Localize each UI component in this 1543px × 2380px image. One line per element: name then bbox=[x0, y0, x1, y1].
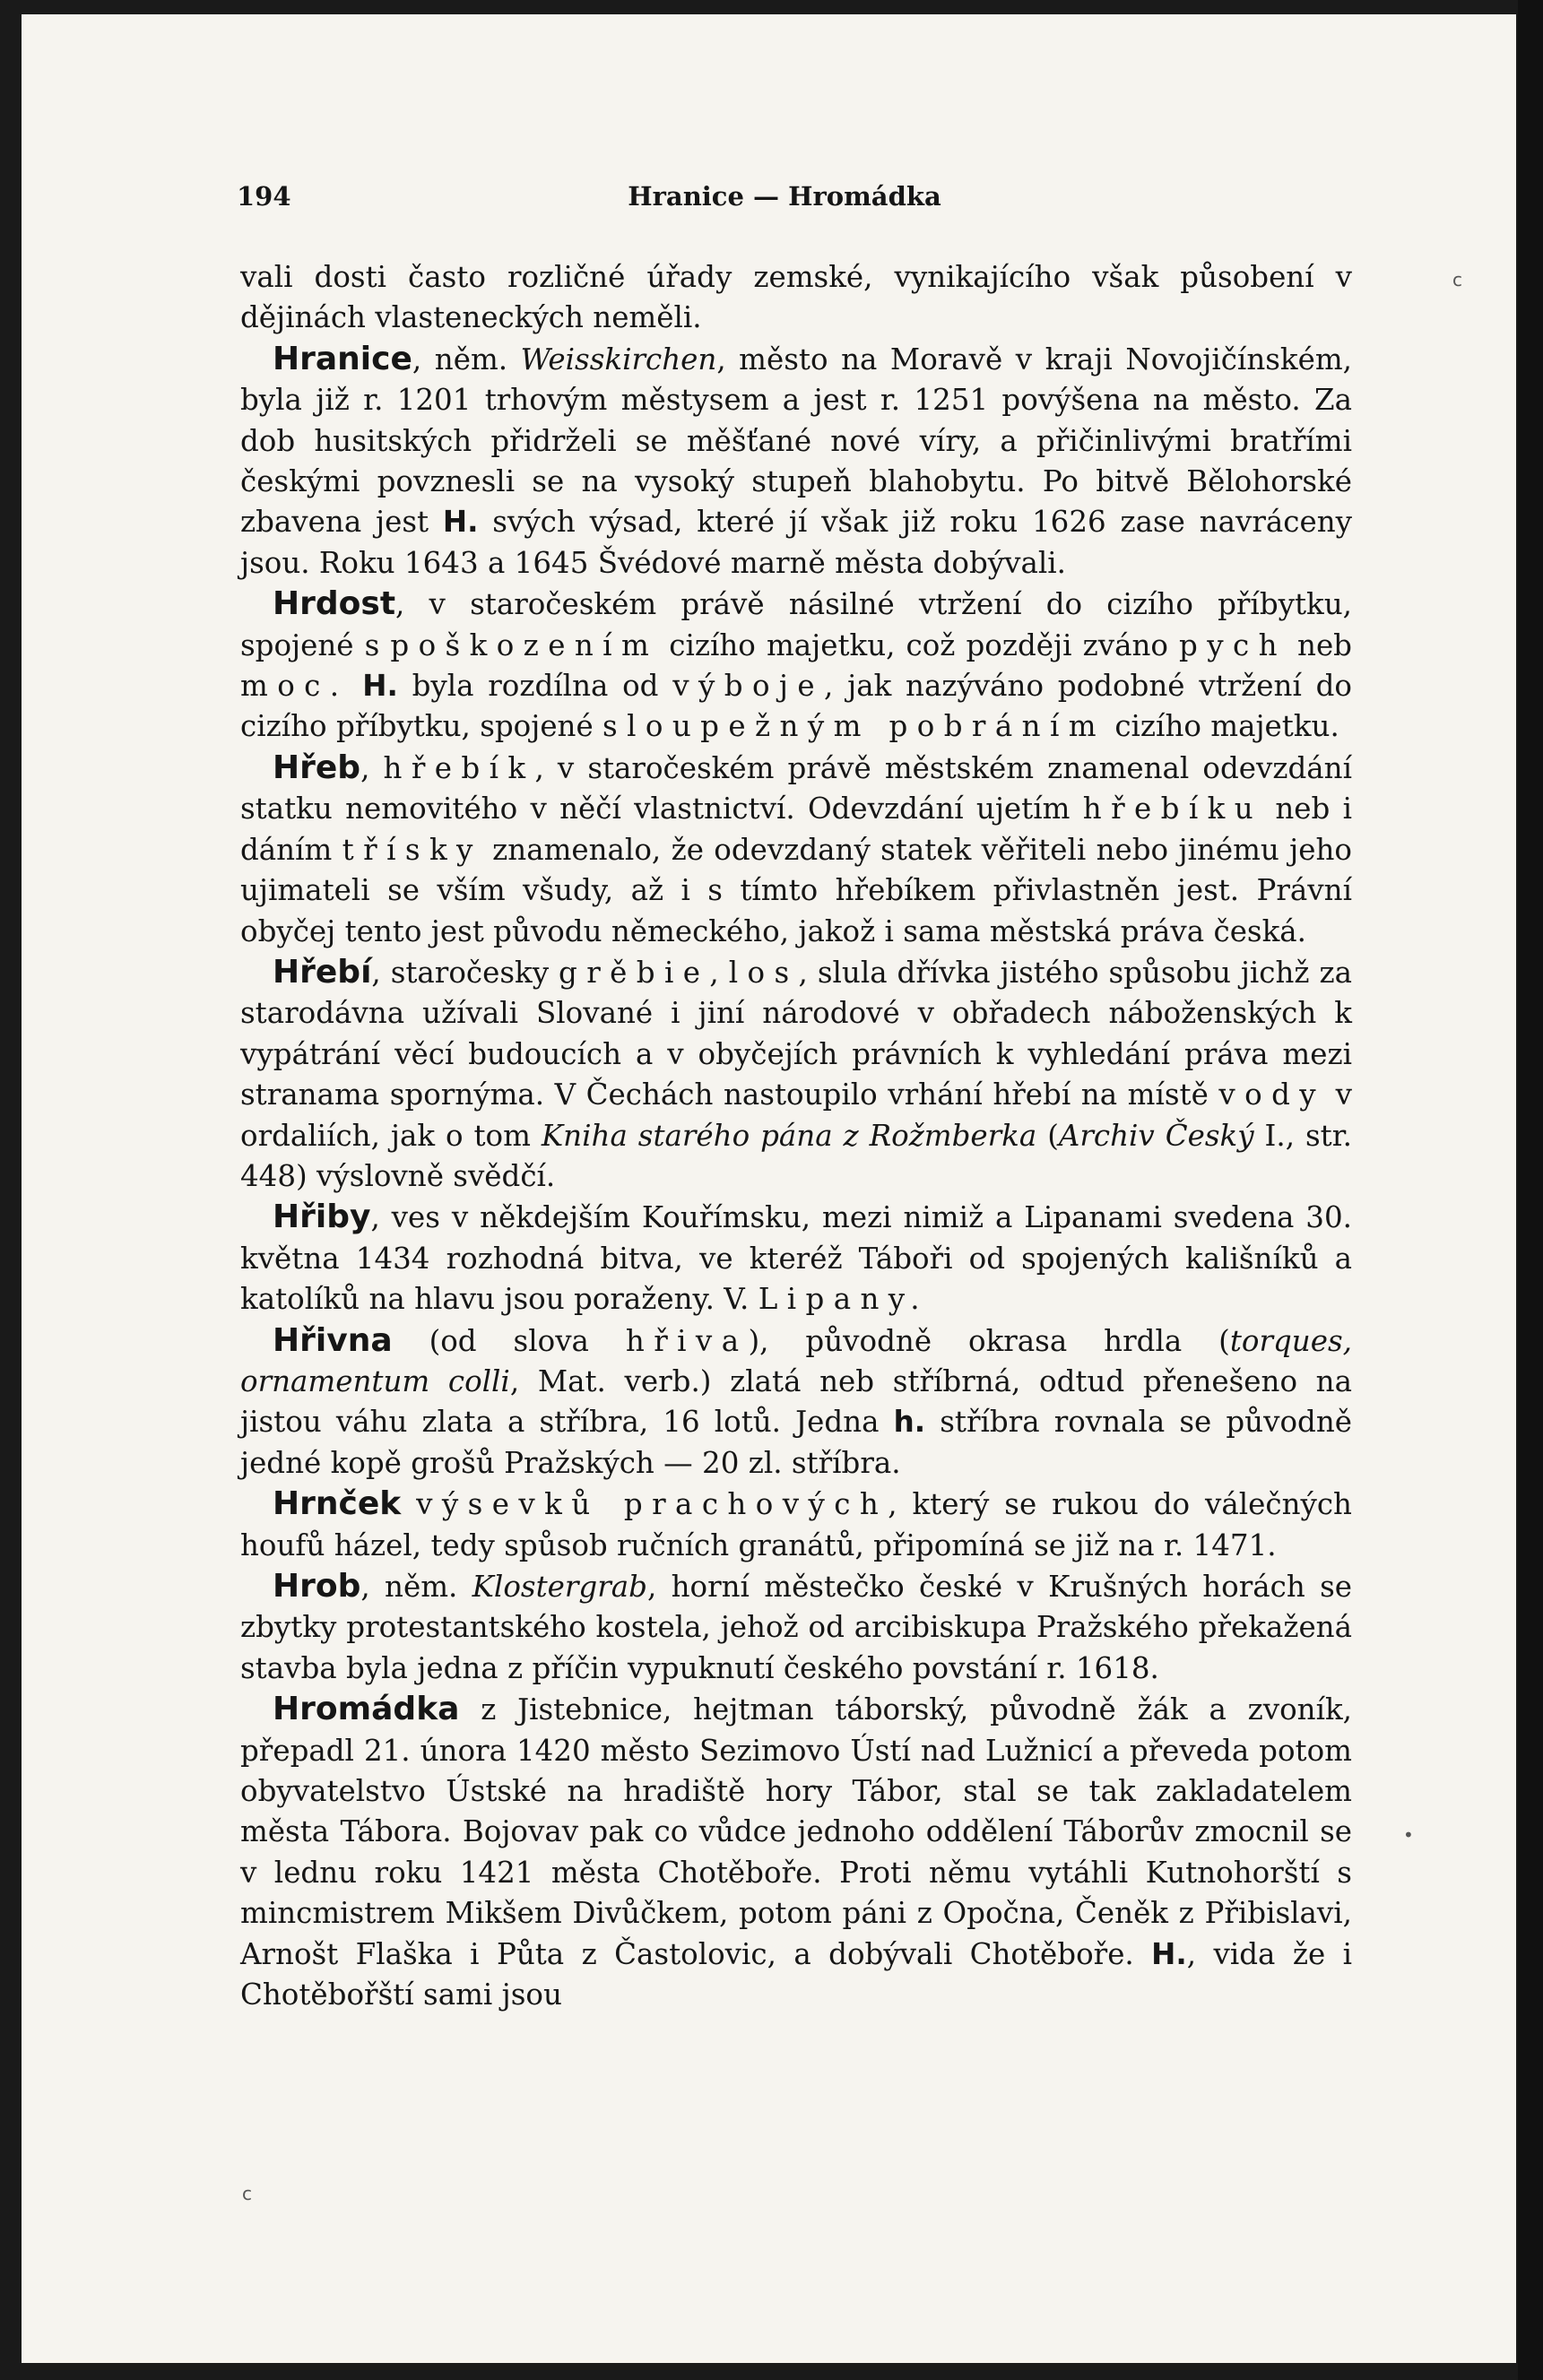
entry-text: , něm. bbox=[412, 342, 521, 376]
headword: Hrnček bbox=[273, 1485, 402, 1523]
entry-text: ( bbox=[1036, 1118, 1059, 1153]
entry-text: , bbox=[360, 750, 384, 785]
entry-text: , Mat. verb.) zlatá neb stříbrná, odtud přenešeno na jistou váhu zlata a stříbra, 16 lotů. Jedna bbox=[240, 1363, 1352, 1440]
entry-text: , město na Moravě v kraji Novojičínském, byla již r. 1201 trhovým městysem a jest r. 1251 povýšena na město. Za dob husitských přidrželi se měšťané nové víry, a přičinlivými bratřími českými povznesli se na vysoký stupeň blahobytu. Po bitvě Bělohorské zbavena jest bbox=[240, 342, 1353, 540]
scan-speck: • bbox=[1403, 1824, 1414, 1846]
headword: Hřebí bbox=[273, 953, 372, 991]
abbreviation: h. bbox=[893, 1405, 926, 1440]
spaced-term: hřebíku bbox=[1082, 792, 1263, 827]
entry-text bbox=[349, 669, 363, 703]
spaced-term: grěbie bbox=[559, 955, 710, 990]
entry-hrivna bbox=[240, 1320, 1352, 1484]
entry-text: v ordaliích, jak o tom bbox=[240, 1077, 1352, 1153]
entry-text: znamenalo, že odevzdaný statek věřiteli nebo jinému jeho ujimateli se vším všudy, až i s tímto hřebíkem přivlastněn jest. Právní obyčej tento jest původu německého, jakož i sama městská práva česká. bbox=[240, 832, 1352, 948]
entry-hreb bbox=[240, 748, 1352, 952]
spaced-term: loupežným pobráním bbox=[627, 709, 1105, 744]
italic-term: Weisskirchen bbox=[520, 342, 717, 376]
spaced-term: třísky bbox=[342, 832, 482, 867]
entry-text: svých výsad, které jí však již roku 1626 zase navráceny jsou. Roku 1643 a 1645 Švédové marně města dobývali. bbox=[240, 505, 1353, 580]
entry-text: I., str. 448) výslovně svědčí. bbox=[240, 1118, 1353, 1193]
italic-title: Archiv Český bbox=[1058, 1118, 1254, 1153]
headword: Hromádka bbox=[273, 1691, 460, 1728]
entry-hrebi bbox=[240, 952, 1352, 1197]
entry-text: , vida že i Chotěbořští sami jsou bbox=[240, 1936, 1352, 2012]
entry-text: , jak nazýváno podobné vtržení do cizího příbytku, spojené s bbox=[240, 669, 1352, 744]
entry-text: neb i dáním bbox=[240, 792, 1352, 867]
headword: Hřivna bbox=[273, 1321, 393, 1359]
italic-title: Kniha starého pána z Rožmberka bbox=[541, 1118, 1037, 1153]
intro-paragraph: vali dosti často rozličné úřady zemské, vynikajícího však působení v dějinách vlasteneckých neměli. bbox=[240, 260, 1352, 335]
spaced-term: výsevků prachových bbox=[416, 1487, 889, 1522]
entry-text: ), původně okrasa hrdla ( bbox=[748, 1323, 1230, 1358]
abbreviation: H. bbox=[442, 505, 479, 540]
entry-text: , který se rukou do válečných houfů házel, tedy spůsob ručních granátů, připomíná se již na r. 1471. bbox=[240, 1487, 1352, 1562]
entry-text: , něm. bbox=[360, 1570, 472, 1604]
abbreviation: H. bbox=[362, 669, 398, 704]
spaced-term: hřebík bbox=[383, 750, 535, 785]
spaced-term: vody bbox=[1218, 1077, 1326, 1112]
abbreviation: H. bbox=[1151, 1936, 1187, 1971]
spaced-term: hřiva bbox=[625, 1323, 749, 1358]
text-block bbox=[240, 257, 1352, 2015]
entry-hrncek bbox=[240, 1484, 1352, 1566]
entry-text: cizího majetku, což později zváno bbox=[658, 627, 1180, 662]
entry-text: , bbox=[709, 955, 729, 990]
scan-speck: c bbox=[1452, 269, 1462, 290]
entry-hrdost bbox=[240, 584, 1352, 748]
spaced-term: Lipany. bbox=[758, 1282, 929, 1317]
spaced-term: moc. bbox=[240, 669, 349, 704]
headword: Hrob bbox=[273, 1568, 361, 1605]
entry-text: stříbra rovnala se původně jedné kopě grošů Pražských — 20 zl. stříbra. bbox=[240, 1405, 1352, 1480]
entry-text: cizího majetku. bbox=[1105, 709, 1339, 744]
entry-hriby bbox=[240, 1197, 1352, 1320]
spaced-term: výboje bbox=[672, 669, 825, 704]
entry-text: , slula dřívka jistého spůsobu jichž za starodávna užívali Slované i jiní národové v obřadech náboženských k vypátrání věcí budoucích a v obyčejích právních k vyhledání práva mezi stranama spornýma. V Čechách nastoupilo vrhání hřebí na místě bbox=[240, 955, 1352, 1112]
headword: Hranice bbox=[273, 340, 412, 377]
scan-edge bbox=[1518, 0, 1543, 2380]
entry-text: , v staročeském právě násilné vtržení do cizího příbytku, spojené s bbox=[240, 587, 1352, 662]
entry-text: neb bbox=[1286, 627, 1352, 662]
spaced-term: poškozením bbox=[390, 627, 659, 662]
spaced-term: pych bbox=[1179, 627, 1287, 662]
running-head: Hranice — Hromádka bbox=[628, 181, 941, 212]
entry-text: byla rozdílna od bbox=[397, 669, 673, 704]
entry-text: , ves v někdejším Kouřímsku, mezi nimiž a Lipanami svedena 30. května 1434 rozhodná bitva, ve kteréž Táboři od spojených kališníků a katolíků na hlavu jsou poraženy. V. bbox=[240, 1200, 1352, 1317]
entry-text bbox=[401, 1487, 416, 1521]
page-header bbox=[215, 181, 1354, 221]
spaced-term: los bbox=[728, 955, 799, 990]
page-number: 194 bbox=[237, 181, 291, 212]
italic-term: Klostergrab bbox=[472, 1570, 647, 1604]
entry-hranice bbox=[240, 339, 1352, 584]
headword: Hřeb bbox=[273, 749, 361, 786]
headword: Hrdost bbox=[273, 585, 396, 623]
entry-hromadka bbox=[240, 1689, 1352, 2015]
entry-text: , v staročeském právě městském znamenal odevzdání statku nemovitého v něčí vlastnictví. Odevzdání ujetím bbox=[240, 750, 1352, 827]
headword: Hřiby bbox=[273, 1199, 371, 1236]
italic-term: torques, ornamentum colli bbox=[240, 1323, 1352, 1398]
entry-text: , horní městečko české v Krušných horách se zbytky protestantského kostela, jehož od arcibiskupa Pražského překažená stavba byla jedna z příčin vypuknutí českého povstání r. 1618. bbox=[240, 1570, 1352, 1685]
entry-text: , staročesky bbox=[371, 955, 559, 990]
entry-text: (od slova bbox=[392, 1323, 626, 1358]
scan-speck: c bbox=[242, 2183, 252, 2204]
entry-text: z Jistebnice, hejtman táborský, původně žák a zvoník, přepadl 21. února 1420 město Sezimovo Ústí nad Lužnicí a převeda potom obyvatelstvo Ústské na hradiště hory Tábor, stal se tak zakladatelem města Tábora. Bojovav pak co vůdce jednoho oddělení Táborův zmocnil se v lednu roku 1421 města Chotěboře. Proti němu vytáhli Kutnohorští s mincmistrem Mikšem Divůčkem, potom páni z Opočna, Čeněk z Přibislavi, Arnošt Flaška i Půta z Častolovic, a dobývali Chotěboře. bbox=[240, 1692, 1352, 1971]
entry-hrob bbox=[240, 1566, 1352, 1689]
